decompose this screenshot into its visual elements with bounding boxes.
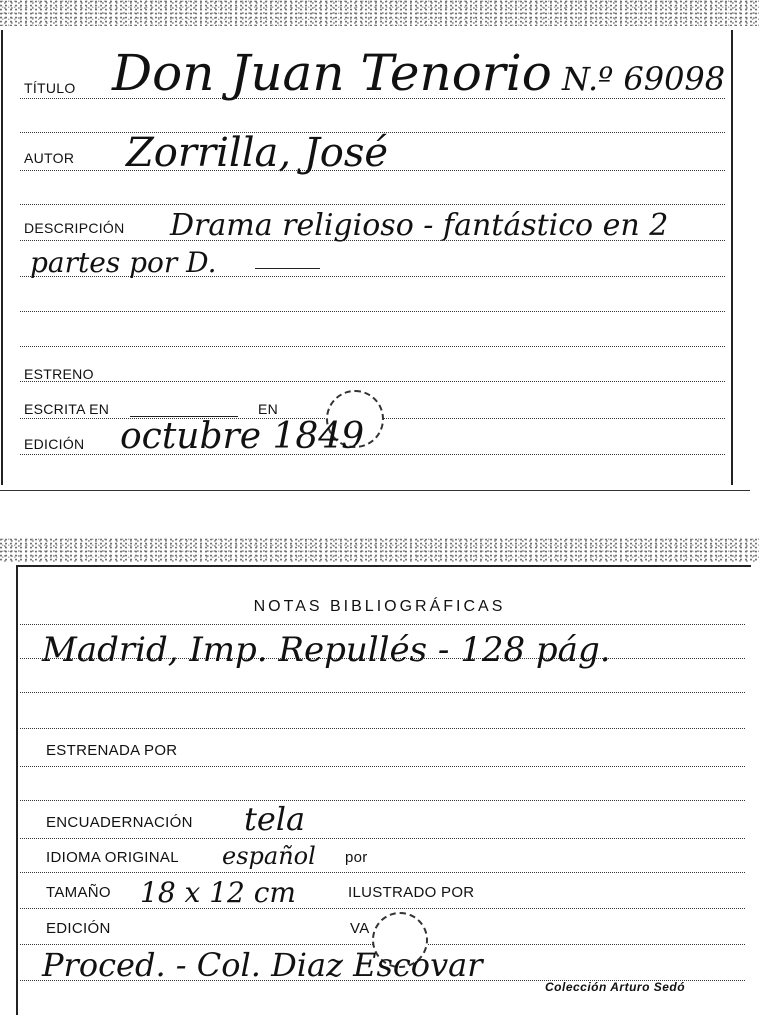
- titulo-value: Don Juan Tenorio: [112, 44, 552, 102]
- idioma-label: IDIOMA ORIGINAL: [46, 849, 179, 866]
- scan-edge-top: [0, 538, 759, 562]
- rule-line: [20, 692, 745, 693]
- titulo-label: TÍTULO: [24, 80, 76, 96]
- encuadernacion-label: ENCUADERNACIÓN: [46, 814, 193, 831]
- coleccion-credit: Colección Arturo Sedó: [545, 980, 686, 994]
- dash-mark: [255, 268, 320, 269]
- ilustrado-label: ILUSTRADO POR: [348, 884, 475, 901]
- autor-label: AUTOR: [24, 150, 75, 166]
- rule-line: [20, 346, 725, 347]
- card-border-left: [16, 565, 18, 1015]
- rule-line: [20, 311, 725, 312]
- idioma-value: español: [222, 842, 316, 870]
- va-label: VA: [350, 920, 370, 937]
- scan-edge-top: [0, 0, 759, 26]
- numero-value: N.º 69098: [562, 60, 726, 98]
- edicion-label: EDICIÓN: [24, 436, 85, 452]
- edicion-value: octubre 1849: [120, 416, 365, 457]
- en-label: EN: [258, 401, 279, 417]
- rule-line: [20, 800, 745, 801]
- rule-line: [20, 838, 745, 839]
- rule-line: [20, 766, 745, 767]
- card-border-left: [1, 30, 3, 485]
- rule-line: [20, 872, 745, 873]
- estreno-label: ESTRENO: [24, 366, 94, 382]
- autor-value: Zorrilla, José: [126, 130, 389, 176]
- tamano-value: 18 x 12 cm: [140, 876, 296, 909]
- card-border-right: [731, 30, 733, 485]
- descripcion-value-line2: partes por D.: [30, 246, 217, 279]
- card-border-bottom: [0, 490, 750, 491]
- rule-line: [20, 728, 745, 729]
- notas-value: Madrid, Imp. Repullés - 128 pág.: [42, 630, 611, 670]
- estrenada-label: ESTRENADA POR: [46, 742, 178, 759]
- edicion-label-bottom: EDICIÓN: [46, 920, 111, 937]
- notas-title: NOTAS BIBLIOGRÁFICAS: [253, 598, 506, 615]
- rule-line: [20, 908, 745, 909]
- descripcion-label: DESCRIPCIÓN: [24, 220, 125, 236]
- rule-line: [20, 204, 725, 205]
- rule-line: [20, 624, 745, 625]
- descripcion-value-line1: Drama religioso - fantástico en 2: [170, 208, 669, 243]
- por-label: por: [345, 849, 368, 866]
- procedencia-value: Proced. - Col. Diaz Escovar: [42, 946, 483, 984]
- card-border-top: [16, 565, 751, 567]
- escrita-label: ESCRITA EN: [24, 401, 110, 417]
- rule-line: [20, 381, 725, 382]
- encuadernacion-value: tela: [244, 800, 306, 838]
- tamano-label: TAMAÑO: [46, 884, 111, 901]
